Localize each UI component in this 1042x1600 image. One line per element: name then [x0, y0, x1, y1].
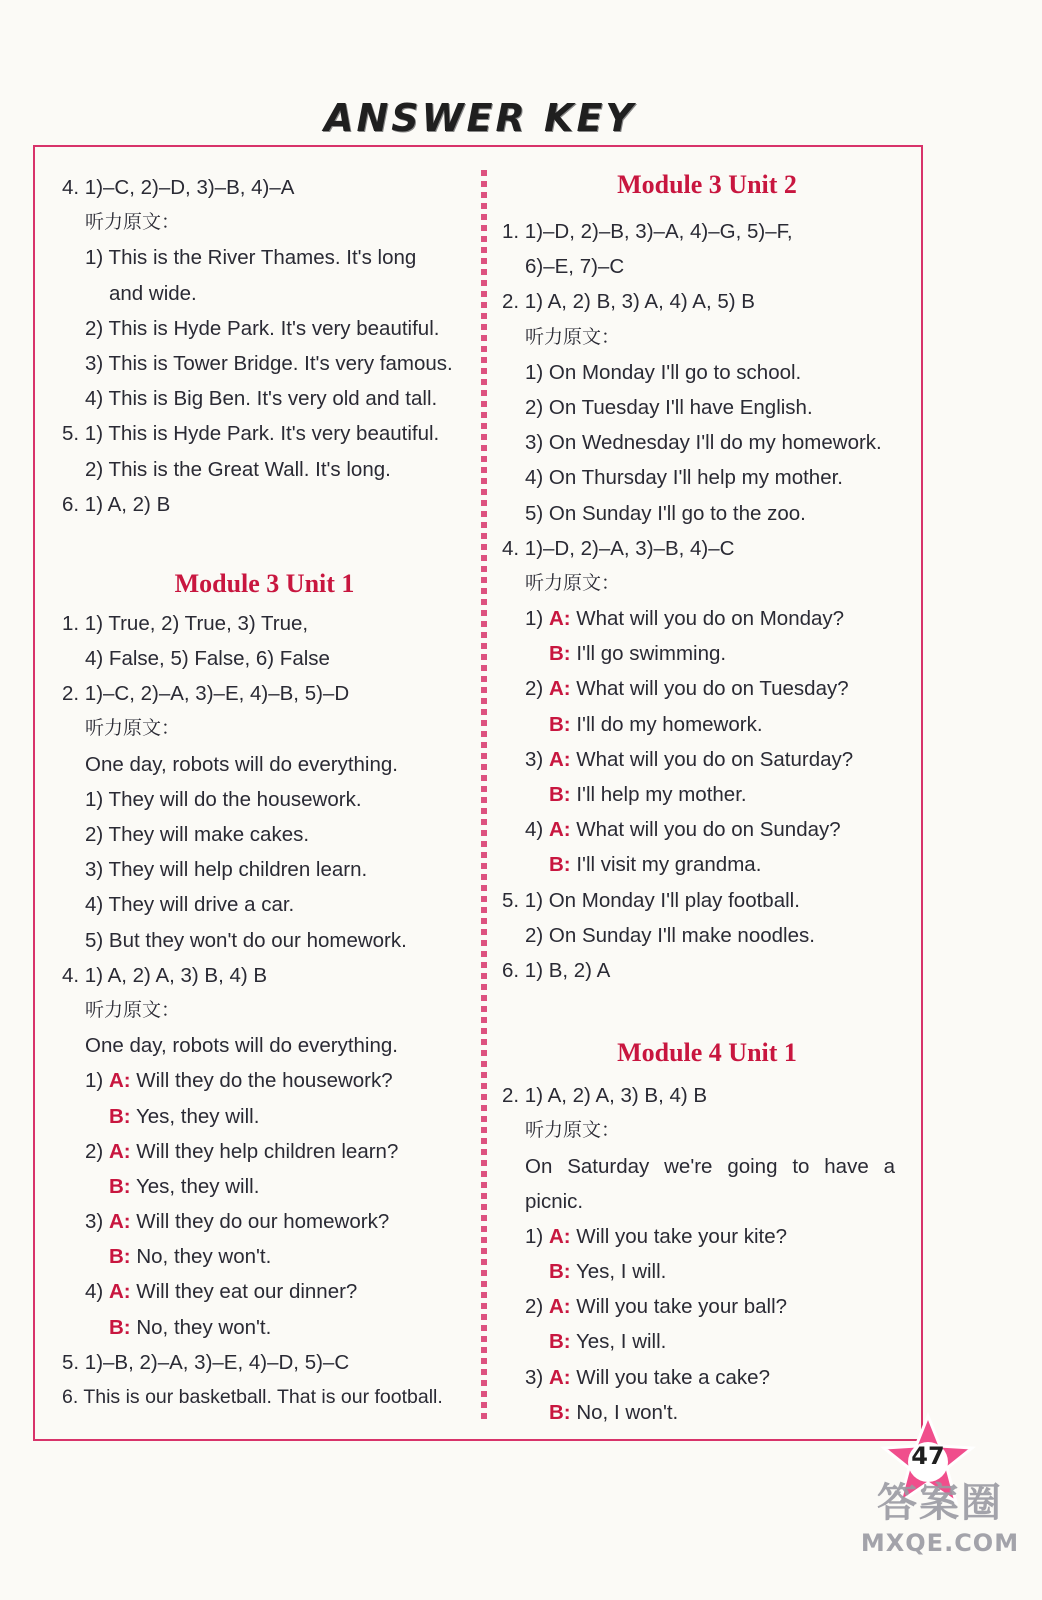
transcript-line: On Saturday we're going to have a	[525, 1154, 895, 1178]
dialog-answer: B: I'll visit my grandma.	[549, 853, 762, 877]
dialog-question: 1) A: What will you do on Monday?	[525, 607, 845, 631]
dialog-answer: B: I'll help my mother.	[549, 783, 747, 806]
dialog-question: 2) A: Will you take your ball?	[525, 1295, 788, 1319]
answer-line: 1. 1)–D, 2)–B, 3)–A, 4)–G, 5)–F,	[502, 220, 793, 243]
transcript-line: 5) On Sunday I'll go to the zoo.	[525, 501, 806, 525]
transcript-heading: 听力原文：	[85, 717, 181, 740]
answer-line: 2) On Sunday I'll make noodles.	[525, 923, 815, 947]
answer-line: 5. 1) On Monday I'll play football.	[502, 888, 800, 912]
left-column	[62, 170, 467, 1415]
answer-line: 1. 1) True, 2) True, 3) True,	[62, 611, 309, 635]
dialog-question: 2) A: What will you do on Tuesday?	[525, 677, 849, 701]
dialog-answer: B: No, they won't.	[109, 1245, 272, 1269]
transcript-heading: 听力原文：	[85, 998, 181, 1021]
dialog-answer: B: Yes, they will.	[109, 1174, 260, 1198]
transcript-line: One day, robots will do everything.	[85, 752, 398, 776]
answer-line: 5. 1)–B, 2)–A, 3)–E, 4)–D, 5)–C	[62, 1350, 350, 1374]
answer-line: 6. 1) A, 2) B	[62, 492, 171, 516]
transcript-line: 2) On Tuesday I'll have English.	[525, 395, 813, 419]
transcript-line: 3) On Wednesday I'll do my homework.	[525, 431, 882, 455]
module-title: Module 4 Unit 1	[617, 1038, 797, 1068]
answer-line: 2. 1) A, 2) B, 3) A, 4) A, 5) B	[502, 290, 755, 314]
transcript-heading: 听力原文：	[525, 1119, 621, 1142]
transcript-line: 1) This is the River Thames. It's long	[85, 246, 417, 270]
dialog-question: 3) A: Will they do our homework?	[85, 1210, 390, 1234]
watermark-url: MXQE.COM	[860, 1529, 1020, 1557]
answer-line: 4. 1)–C, 2)–D, 3)–B, 4)–A	[62, 176, 295, 199]
column-divider	[481, 170, 487, 1422]
transcript-line: 4) They will drive a car.	[85, 893, 295, 917]
dialog-answer: B: Yes, I will.	[549, 1260, 667, 1284]
dialog-answer: B: Yes, they will.	[109, 1104, 260, 1128]
dialog-question: 4) A: Will they eat our dinner?	[85, 1280, 358, 1304]
module-title: Module 3 Unit 1	[174, 568, 355, 598]
transcript-line: 1) They will do the housework.	[85, 787, 362, 811]
answer-line: 6. 1) B, 2) A	[502, 958, 611, 982]
answer-line: 2. 1)–C, 2)–A, 3)–E, 4)–B, 5)–D	[62, 682, 350, 706]
transcript-line: 5) But they won't do our homework.	[85, 928, 407, 952]
transcript-line: One day, robots will do everything.	[85, 1034, 398, 1058]
transcript-line: 3) They will help children learn.	[85, 858, 368, 882]
transcript-line: 2) This is Hyde Park. It's very beautiful.	[85, 316, 440, 340]
transcript-heading: 听力原文：	[525, 325, 621, 348]
answer-line: 2. 1) A, 2) A, 3) B, 4) B	[502, 1084, 708, 1108]
transcript-line: picnic.	[525, 1189, 584, 1213]
transcript-line: 1) On Monday I'll go to school.	[525, 360, 802, 384]
transcript-line: and wide.	[109, 281, 197, 305]
dialog-question: 1) A: Will you take your kite?	[525, 1224, 788, 1248]
dialog-question: 4) A: What will you do on Sunday?	[525, 818, 841, 842]
dialog-answer: B: Yes, I will.	[549, 1330, 667, 1354]
dialog-question: 3) A: What will you do on Saturday?	[525, 747, 854, 771]
dialog-question: 2) A: Will they help children learn?	[85, 1139, 399, 1163]
dialog-question: 3) A: Will you take a cake?	[525, 1365, 770, 1389]
dialog-answer: B: No, they won't.	[109, 1315, 272, 1339]
transcript-line: 4) This is Big Ben. It's very old and tall.	[85, 387, 438, 411]
page-number: 47	[911, 1442, 945, 1470]
watermark-logo-text: 答案圈	[877, 1480, 1003, 1526]
module-title: Module 3 Unit 2	[617, 170, 797, 199]
transcript-heading: 听力原文：	[85, 211, 181, 234]
watermark	[845, 1478, 1035, 1558]
answer-line: 4. 1) A, 2) A, 3) B, 4) B	[62, 963, 268, 987]
answer-line: 2) This is the Great Wall. It's long.	[85, 457, 391, 481]
transcript-line: 4) On Thursday I'll help my mother.	[525, 466, 844, 490]
dialog-answer: B: I'll do my homework.	[549, 712, 763, 736]
dialog-answer: B: I'll go swimming.	[549, 642, 727, 666]
answer-line: 4. 1)–D, 2)–A, 3)–B, 4)–C	[502, 536, 735, 560]
answer-line: 5. 1) This is Hyde Park. It's very beautiful.	[62, 422, 440, 446]
page-header: ANSWER KEY	[324, 96, 636, 140]
dialog-answer: B: No, I won't.	[549, 1400, 679, 1424]
transcript-line: 2) They will make cakes.	[85, 823, 310, 846]
right-column	[502, 170, 912, 1430]
answer-line: 6. This is our basketball. That is our football.	[62, 1386, 443, 1408]
transcript-line: 3) This is Tower Bridge. It's very famous.	[85, 351, 453, 375]
answer-line: 4) False, 5) False, 6) False	[85, 647, 330, 671]
transcript-heading: 听力原文：	[525, 571, 621, 594]
answer-line: 6)–E, 7)–C	[525, 255, 625, 279]
dialog-question: 1) A: Will they do the housework?	[85, 1069, 393, 1093]
